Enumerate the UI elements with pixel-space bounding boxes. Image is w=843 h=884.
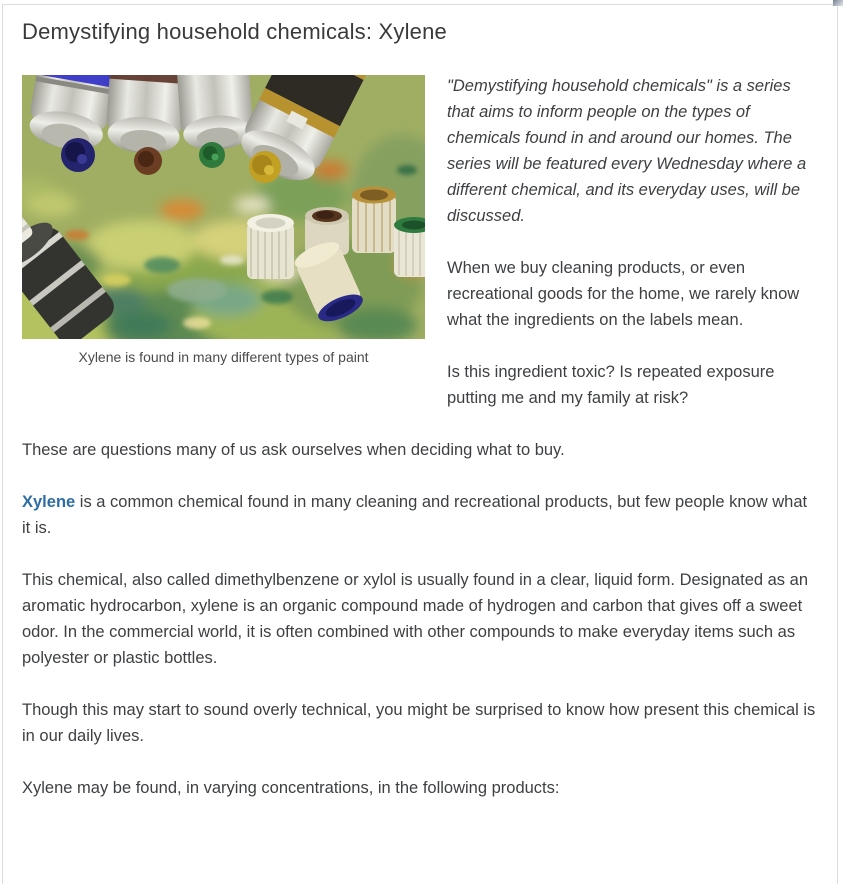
paint-tube-brown [104, 75, 188, 156]
intro-paragraph: "Demystifying household chemicals" is a series that aims to inform people on the types of chemicals found in and around our homes. The series will be featured every Wednesday where a different chemical, and its everyday uses, will be discussed. [447, 77, 807, 225]
paragraph-xylene-common-text: is a common chemical found in many cleaning and recreational products, but few people know what it is. [22, 493, 808, 537]
page-title: Demystifying household chemicals: Xylene [22, 19, 447, 44]
article-container [2, 4, 838, 884]
paint-cap-white [247, 214, 294, 279]
paragraph-technical: Though this may start to sound overly technical, you might be surprised to know how present this chemical is in our daily lives. [22, 701, 816, 745]
paragraph-toxic-question: Is this ingredient toxic? Is repeated exposure putting me and my family at risk? [447, 363, 775, 407]
paragraph-xylene-common [22, 489, 819, 541]
photo-caption: Xylene is found in many different types of paint [78, 349, 369, 365]
xylene-link[interactable]: Xylene [22, 493, 76, 511]
scrollbar-corner-fragment [833, 0, 843, 6]
paragraph-cleaning-products: When we buy cleaning products, or even recreational goods for the home, we rarely know what the ingredients on the labels mean. [447, 259, 800, 329]
paint-cap-gold [352, 187, 396, 254]
article-body [20, 73, 819, 801]
paint-tubes-photo [22, 75, 425, 366]
paragraph-chemical-description: This chemical, also called dimethylbenzene or xylol is usually found in a clear, liquid form. Designated as an aromatic hydrocarbon, xylene is an organic compound made of hydrogen and carbon that gives off a sweet odor. In the commercial world, it is often combined with other compounds to make everyday items such as polyester or plastic bottles. [22, 571, 808, 667]
paragraph-questions: These are questions many of us ask ourselves when deciding what to buy. [22, 441, 565, 459]
paint-tubes-image [22, 75, 425, 339]
paint-cap-green [394, 217, 425, 277]
paragraph-products-intro: Xylene may be found, in varying concentrations, in the following products: [22, 779, 560, 797]
